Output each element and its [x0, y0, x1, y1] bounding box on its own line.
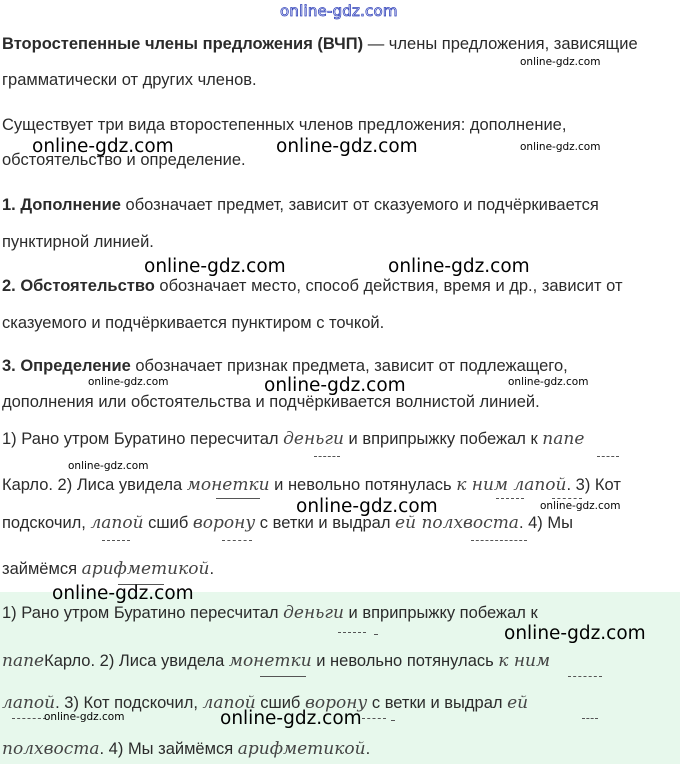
item-dopolnenie-term: 1. Дополнение — [2, 196, 121, 214]
handwritten-word: лапой — [90, 513, 144, 533]
watermark: online-gdz.com — [32, 136, 174, 157]
watermark: online-gdz.com — [220, 708, 362, 729]
task-line-3 — [2, 513, 573, 533]
item-dopolnenie-line-1 — [2, 196, 599, 215]
answer-text: с ветки и выдрал — [367, 694, 508, 712]
handwritten-word: полхвоста — [2, 739, 100, 759]
definition-line-1 — [2, 35, 638, 54]
task-text: подскочил, — [2, 514, 91, 532]
underline-mark — [102, 540, 130, 541]
watermark: online-gdz.com — [276, 136, 418, 157]
underline-mark — [260, 676, 306, 677]
item-obstoyatelstvo-line-1 — [2, 277, 623, 296]
handwritten-word: к ним лапой — [456, 475, 567, 495]
answer-text: и невольно потянулась — [311, 652, 499, 670]
item-obstoyatelstvo-term: 2. Обстоятельство — [2, 277, 155, 295]
handwritten-word: ей — [507, 693, 529, 713]
handwritten-word: к ним — [498, 651, 551, 671]
handwritten-word: арифметикой — [81, 559, 210, 579]
answer-text: Карло. 2) Лиса увидела — [44, 652, 229, 670]
task-text: и невольно потянулась — [269, 476, 457, 494]
handwritten-word: ворону — [192, 513, 256, 533]
item-obstoyatelstvo-text: обозначает место, способ действия, время и др., зависит от — [154, 277, 623, 295]
task-text: с ветки и выдрал — [255, 514, 396, 532]
definition-text: — члены предложения, зависящие — [363, 35, 638, 53]
underline-dot — [391, 720, 395, 721]
answer-line-4 — [2, 739, 370, 759]
handwritten-word: монетки — [228, 651, 312, 671]
watermark: online-gdz.com — [52, 583, 194, 604]
watermark: online-gdz.com — [144, 256, 286, 277]
task-text: . — [209, 560, 215, 578]
definition-term: Второстепенные члены предложения (ВЧП) — [2, 35, 364, 53]
item-opredelenie-term: 3. Определение — [2, 357, 131, 375]
watermark: online-gdz.com — [264, 375, 406, 396]
item-opredelenie-text: обозначает признак предмета, зависит от подлежащего, — [130, 357, 568, 375]
answer-line-1 — [2, 603, 538, 623]
underline-mark — [362, 718, 386, 719]
watermark: online-gdz.com — [520, 56, 601, 68]
answer-text: . — [365, 740, 371, 758]
watermark-top: online-gdz.com — [280, 2, 398, 20]
handwritten-word: лапой — [202, 693, 256, 713]
answer-line-2 — [2, 651, 550, 671]
task-text: . 4) Мы — [518, 514, 573, 532]
watermark: online-gdz.com — [508, 376, 589, 388]
item-opredelenie-line-2: дополнения или обстоятельства и подчёркивается волнистой линией. — [2, 393, 540, 411]
underline-dot — [374, 634, 378, 635]
task-line-1 — [2, 429, 584, 449]
underline-mark — [222, 540, 252, 541]
underline-mark — [568, 676, 602, 677]
underline-mark — [216, 498, 260, 499]
intro-line-2: обстоятельство и определение. — [2, 151, 246, 169]
answer-text: 1) Рано утром Буратино пересчитал — [2, 604, 284, 622]
underline-mark — [552, 498, 582, 499]
answer-text: . 3) Кот подскочил, — [55, 694, 203, 712]
answer-text: сшиб — [255, 694, 305, 712]
handwritten-word: арифметикой — [237, 739, 366, 759]
watermark: online-gdz.com — [44, 711, 125, 723]
intro-line-1: Существует три вида второстепенных членов предложения: дополнение, — [2, 116, 567, 134]
underline-mark — [471, 540, 527, 541]
handwritten-word: ворону — [304, 693, 368, 713]
watermark: online-gdz.com — [540, 500, 621, 512]
underline-mark — [12, 718, 46, 719]
item-dopolnenie-line-2: пунктирной линией. — [2, 233, 154, 251]
underline-mark — [582, 718, 598, 719]
task-line-4 — [2, 559, 214, 579]
item-obstoyatelstvo-line-2: сказуемого и подчёркивается пунктиром с точкой. — [2, 314, 385, 332]
answer-text: и вприпрыжку побежал к — [343, 604, 538, 622]
task-text: 1) Рано утром Буратино пересчитал — [2, 430, 284, 448]
watermark: online-gdz.com — [68, 460, 149, 472]
handwritten-word: лапой — [2, 693, 56, 713]
watermark: online-gdz.com — [520, 141, 601, 153]
answer-text: . 4) Мы займёмся — [99, 740, 238, 758]
underline-mark — [496, 498, 524, 499]
underline-mark — [314, 456, 340, 457]
task-text: займёмся — [2, 560, 82, 578]
handwritten-word: деньги — [283, 429, 344, 449]
handwritten-word: папе — [2, 651, 45, 671]
task-text: и вприпрыжку побежал к — [343, 430, 543, 448]
task-line-2 — [2, 475, 621, 495]
item-opredelenie-line-1 — [2, 357, 568, 376]
handwritten-word: ей полхвоста — [395, 513, 519, 533]
watermark: online-gdz.com — [88, 376, 169, 388]
definition-line-2: грамматически от других членов. — [2, 71, 257, 89]
task-text: Карло. 2) Лиса увидела — [2, 476, 187, 494]
handwritten-word: деньги — [283, 603, 344, 623]
task-text: сшиб — [143, 514, 193, 532]
handwritten-word: монетки — [186, 475, 270, 495]
item-dopolnenie-text: обозначает предмет, зависит от сказуемого и подчёркивается — [120, 196, 599, 214]
handwritten-word: папе — [542, 429, 585, 449]
task-text: . 3) Кот — [566, 476, 621, 494]
watermark: online-gdz.com — [296, 496, 438, 517]
underline-mark — [597, 456, 619, 457]
watermark: online-gdz.com — [388, 256, 530, 277]
watermark: online-gdz.com — [504, 623, 646, 644]
underline-mark — [338, 632, 366, 633]
